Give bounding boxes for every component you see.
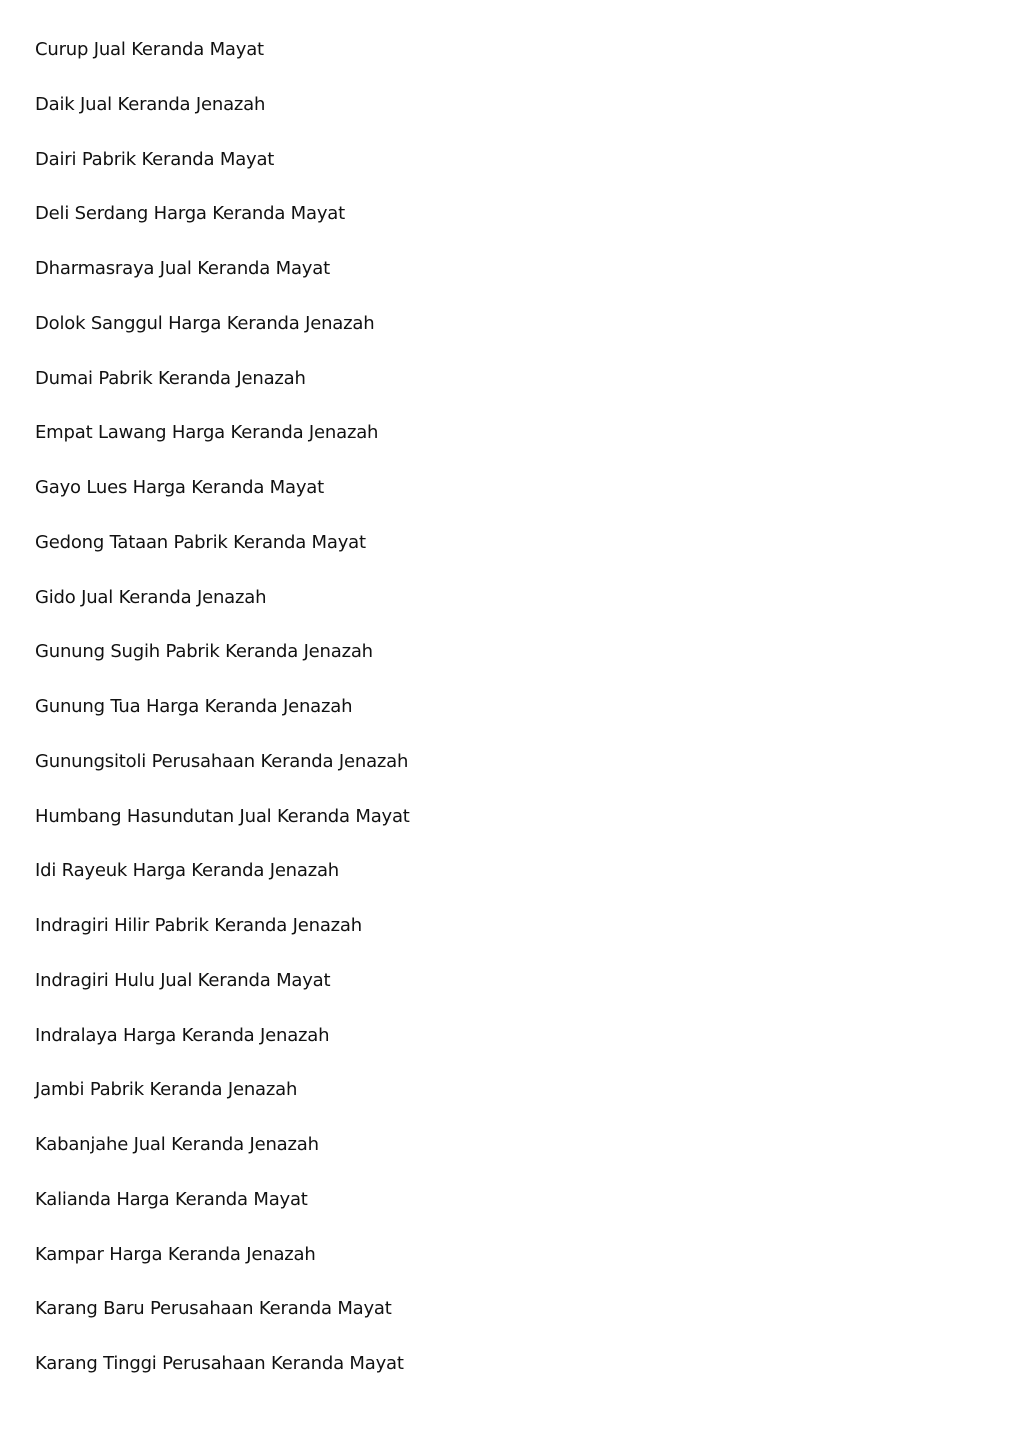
list-item bbox=[35, 1186, 410, 1241]
location-link[interactable]: Dumai Pabrik Keranda Jenazah bbox=[35, 367, 306, 389]
location-link[interactable]: Dharmasraya Jual Keranda Mayat bbox=[35, 258, 330, 279]
location-link[interactable]: Deli Serdang Harga Keranda Mayat bbox=[35, 203, 345, 225]
location-link[interactable]: Idi Rayeuk Harga Keranda Jenazah bbox=[35, 860, 340, 882]
list-item bbox=[35, 419, 410, 474]
location-link[interactable]: Gunung Tua Harga Keranda Jenazah bbox=[35, 696, 353, 717]
location-link[interactable]: Gunung Sugih Pabrik Keranda Jenazah bbox=[35, 641, 373, 663]
location-link[interactable]: Gunungsitoli Perusahaan Keranda Jenazah bbox=[35, 750, 409, 772]
list-item bbox=[35, 912, 410, 967]
list-item bbox=[35, 1241, 410, 1296]
list-item bbox=[35, 310, 410, 365]
list-item bbox=[35, 1295, 410, 1350]
location-link[interactable]: Gido Jual Keranda Jenazah bbox=[35, 586, 267, 608]
location-link-list bbox=[35, 36, 410, 1405]
list-item bbox=[35, 91, 410, 146]
list-item bbox=[35, 803, 410, 858]
list-item bbox=[35, 967, 410, 1022]
location-link[interactable]: Karang Tinggi Perusahaan Keranda Mayat bbox=[35, 1353, 404, 1374]
location-link[interactable]: Indragiri Hulu Jual Keranda Mayat bbox=[35, 969, 331, 991]
location-link[interactable]: Gayo Lues Harga Keranda Mayat bbox=[35, 477, 324, 498]
list-item bbox=[35, 638, 410, 693]
list-item bbox=[35, 529, 410, 584]
list-item bbox=[35, 1022, 410, 1077]
list-item bbox=[35, 255, 410, 310]
list-item bbox=[35, 200, 410, 255]
location-link[interactable]: Jambi Pabrik Keranda Jenazah bbox=[35, 1079, 298, 1101]
list-item bbox=[35, 146, 410, 201]
location-link[interactable]: Indralaya Harga Keranda Jenazah bbox=[35, 1024, 330, 1046]
location-link[interactable]: Gedong Tataan Pabrik Keranda Mayat bbox=[35, 531, 366, 553]
list-item bbox=[35, 748, 410, 803]
list-item bbox=[35, 1131, 410, 1186]
list-item bbox=[35, 857, 410, 912]
location-link[interactable]: Karang Baru Perusahaan Keranda Mayat bbox=[35, 1298, 392, 1320]
location-link[interactable]: Curup Jual Keranda Mayat bbox=[35, 39, 264, 60]
list-item bbox=[35, 474, 410, 529]
location-link[interactable]: Daik Jual Keranda Jenazah bbox=[35, 93, 266, 115]
location-link[interactable]: Humbang Hasundutan Jual Keranda Mayat bbox=[35, 805, 410, 827]
list-item bbox=[35, 584, 410, 639]
location-link[interactable]: Dairi Pabrik Keranda Mayat bbox=[35, 148, 275, 170]
list-item bbox=[35, 693, 410, 748]
location-link[interactable]: Dolok Sanggul Harga Keranda Jenazah bbox=[35, 312, 375, 334]
location-link[interactable]: Kampar Harga Keranda Jenazah bbox=[35, 1243, 316, 1265]
list-item bbox=[35, 1350, 410, 1405]
list-item bbox=[35, 36, 410, 91]
location-link[interactable]: Kabanjahe Jual Keranda Jenazah bbox=[35, 1134, 319, 1155]
location-link[interactable]: Kalianda Harga Keranda Mayat bbox=[35, 1188, 308, 1210]
list-item bbox=[35, 365, 410, 420]
location-link[interactable]: Empat Lawang Harga Keranda Jenazah bbox=[35, 422, 379, 444]
location-link[interactable]: Indragiri Hilir Pabrik Keranda Jenazah bbox=[35, 915, 362, 936]
list-item bbox=[35, 1076, 410, 1131]
